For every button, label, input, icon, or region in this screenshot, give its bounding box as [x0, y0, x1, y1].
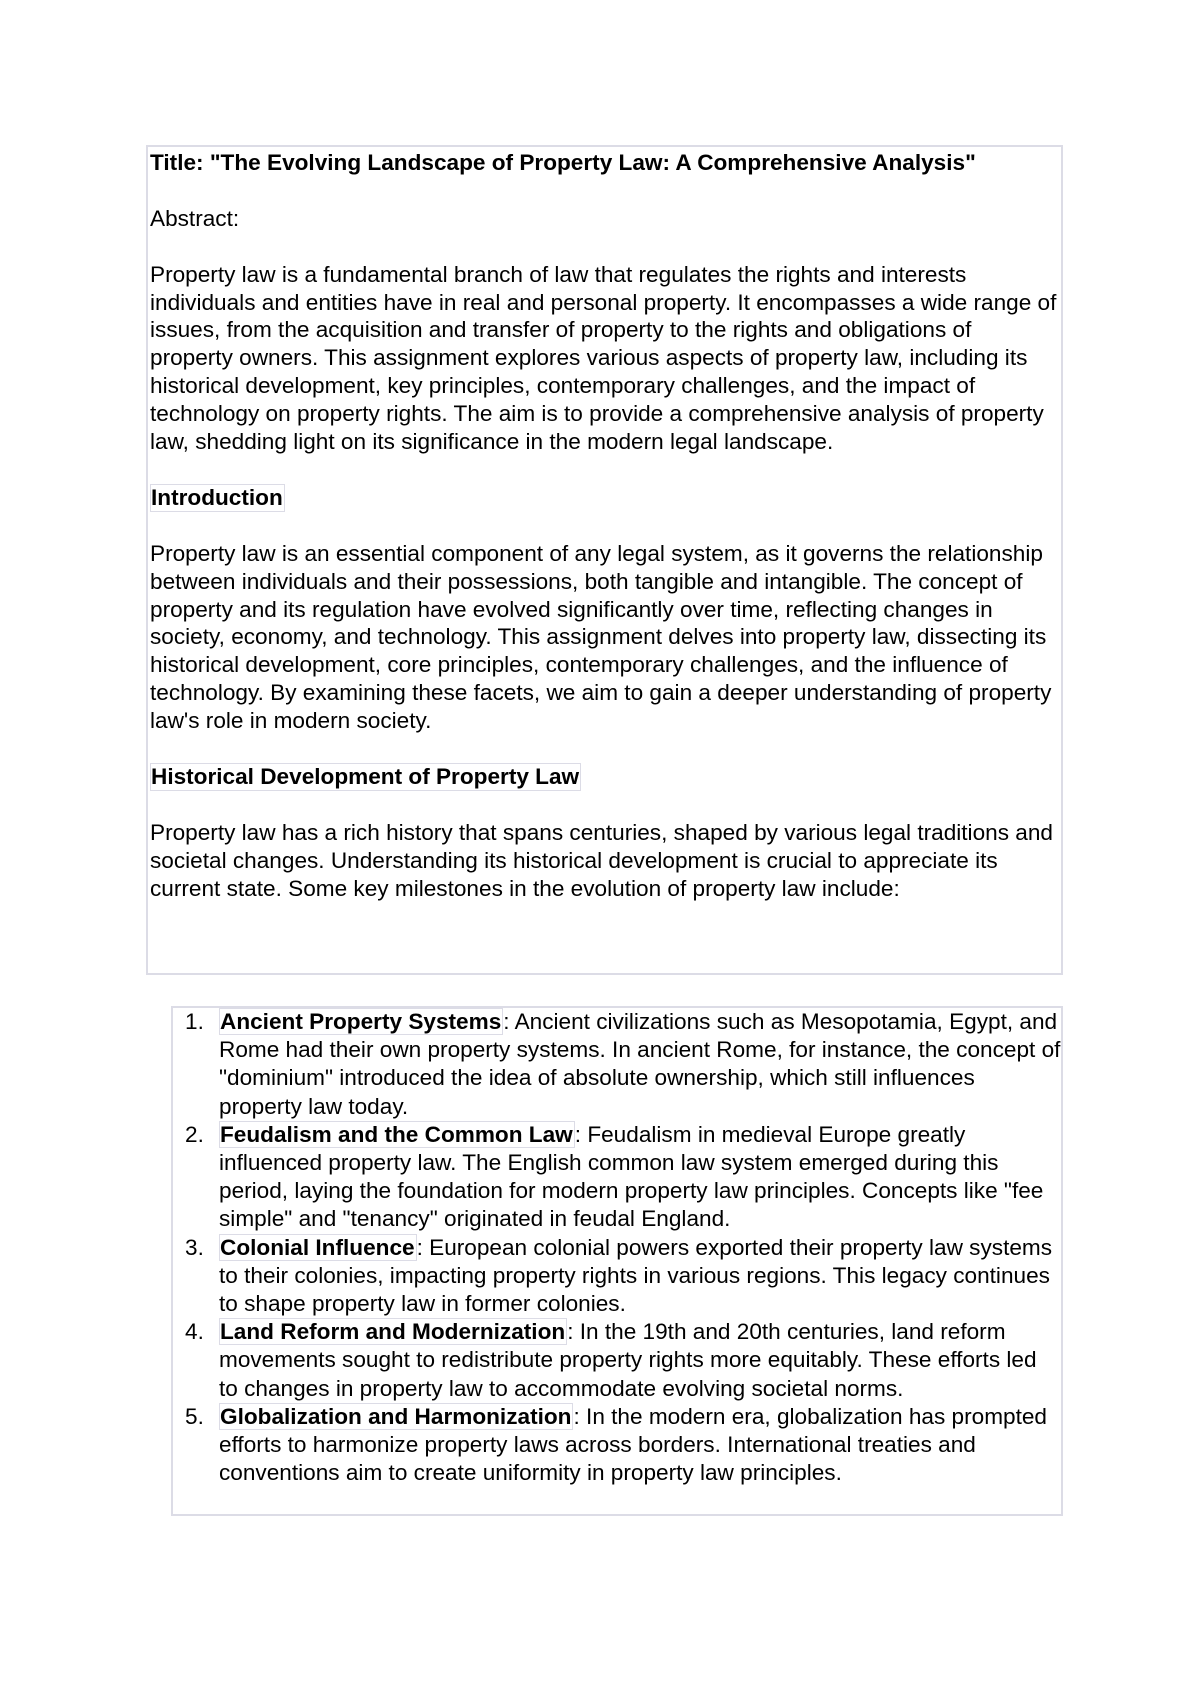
list-text: : Feudalism in medieval Europe greatly influenced property law. The English common law system emerged during this period, laying the foundation for modern property law principles. Concepts like "fee simple" and "tenancy" originated in feudal England.: [219, 1121, 1044, 1232]
list-item: [173, 1121, 1061, 1234]
history-text: Property law has a rich history that spans centuries, shaped by various legal traditions and societal changes. Understanding its historical development is crucial to appreciate its current state. Some key milestones in the evolution of property law include:: [150, 819, 1053, 901]
introduction-text: Property law is an essential component of any legal system, as it governs the relationship between individuals and their possessions, both tangible and intangible. The concept of property and its regulation have evolved significantly over time, reflecting changes in society, economy, and technology. This assignment delves into property law, dissecting its historical development, core principles, contemporary challenges, and the influence of technology. By examining these facets, we aim to gain a deeper understanding of property law's role in modern society.: [150, 540, 1052, 734]
list-number: 4.: [185, 1319, 204, 1345]
list-text: : In the 19th and 20th centuries, land reform movements sought to redistribute property rights more equitably. These efforts led to changes in property law to accommodate evolving societal norms.: [219, 1319, 1037, 1401]
introduction-heading-row: [150, 484, 1059, 512]
milestones-list-block: [171, 1006, 1063, 1516]
list-term: Globalization and Harmonization: [220, 1403, 572, 1429]
list-number: 5.: [185, 1403, 204, 1429]
list-number: 2.: [185, 1121, 204, 1147]
list-term: Land Reform and Modernization: [220, 1319, 566, 1345]
list-text: : European colonial powers exported their property law systems to their colonies, impacting property rights in various regions. This legacy continues to shape property law in former colonies.: [219, 1234, 1053, 1317]
list-item: [173, 1318, 1061, 1403]
list-item: [173, 1234, 1061, 1319]
list-item: [173, 1008, 1061, 1121]
list-term: Feudalism and the Common Law: [220, 1121, 573, 1147]
list-text: : In the modern era, globalization has prompted efforts to harmonize property laws across borders. International treaties and conventions aim to create uniformity in property law principles.: [219, 1403, 1047, 1486]
list-number: 1.: [185, 1009, 204, 1034]
history-heading: Historical Development of Property Law: [151, 763, 580, 789]
list-number: 3.: [185, 1234, 204, 1260]
introduction-heading: Introduction: [151, 484, 283, 510]
history-heading-row: [150, 763, 1059, 791]
list-term: Ancient Property Systems: [220, 1009, 502, 1034]
document-title: Title: "The Evolving Landscape of Property Law: A Comprehensive Analysis": [150, 150, 976, 175]
list-term: Colonial Influence: [220, 1234, 415, 1260]
abstract-text: Property law is a fundamental branch of law that regulates the rights and interests individuals and entities have in real and personal property. It encompasses a wide range of issues, from the acquisition and transfer of property to the rights and obligations of property owners. This assignment explores various aspects of property law, including its historical development, key principles, contemporary challenges, and the impact of technology on property rights. The aim is to provide a comprehensive analysis of property law, shedding light on its significance in the modern legal landscape.: [150, 261, 1057, 455]
milestones-list: [173, 1008, 1061, 1487]
list-text: : Ancient civilizations such as Mesopotamia, Egypt, and Rome had their own property systems. In ancient Rome, for instance, the concept of "dominium" introduced the idea of absolute ownership, which still influences property law today.: [219, 1009, 1061, 1119]
list-item: [173, 1403, 1061, 1488]
main-text-block: [146, 145, 1063, 975]
abstract-label: Abstract:: [150, 205, 240, 231]
